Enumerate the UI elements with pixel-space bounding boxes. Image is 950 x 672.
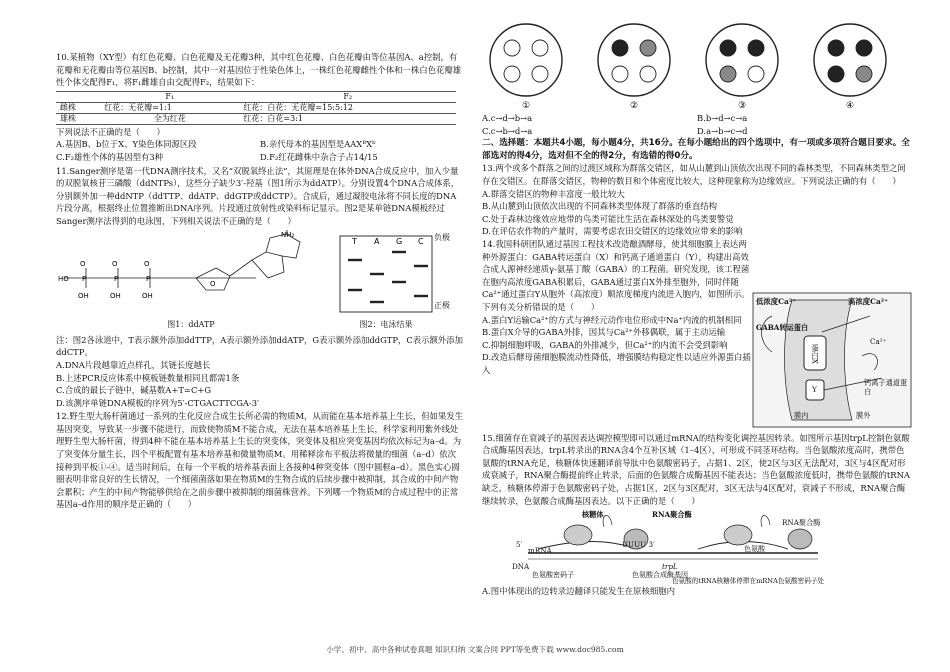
low-concentration-label: 低浓度Ca²⁺ — [756, 296, 796, 306]
uuuu-label: UUUU 3′ — [622, 540, 655, 550]
q14-option-b: B.蛋白X介导的GABA外排，因其与Ca²⁺外移偶联，属于主动运输 — [482, 327, 726, 338]
plates-diagram — [482, 16, 912, 112]
q12-options-row1 — [482, 112, 912, 125]
q10-options-row1 — [56, 138, 464, 151]
phosphate-oh-3: OH — [142, 291, 153, 300]
q10-option-a: A.基因B、b位于X、Y染色体同源区段 — [56, 139, 197, 150]
trp-synthase-gene-label: 色氨酸合成酶基因 — [632, 571, 688, 580]
phosphate-ho: HO — [58, 274, 69, 283]
colony-spot — [532, 40, 548, 56]
q13-option-d: D.在评估农作物的产量时，需要考虑农田交错区的边缘效应带来的影响 — [482, 226, 743, 237]
trp-label-2: 色氨酸 — [744, 545, 765, 554]
plate-number: ④ — [846, 101, 855, 111]
agar-plate — [814, 24, 886, 96]
ribosome-stall-label: 色氨酸的tRNA核糖体停滞在mRNA色氨酸密码子处 — [672, 577, 824, 586]
q12-stem: 12.野生型大肠杆菌通过一系列的生化反应合成生长所必需的物质M，从而能在基本培养基上生长，但如果发生基因突变，导致某一步骤不能进行，而致使物质M不能合成，无法在基本培养基上生长，科学家利用紫外线处理野生型大肠杆菌，得到4种不能在基本培养基上生长的突变体，突变体及相应突变基因均依次标记为a–d。为了突变体分量生长，四个平板配置有基本培养基和微量物质M。用稀释涂布平板法将微量的细菌（a–d）依次接种到平板①-④。适当时间后，在每一个平板的培养基表面上各接种4种突变体（图中圆框a–d）。黑色实心圆圈表明非常良好的生长情况，一个细菌菌落如果在物质M的生物合成的后续步骤中被抑制，其合成的中间产物会累积；产生的中间产物能够供给在之前步骤中被抑制的细菌株营养。下列哪一个物质M的合成过程中的正常基因a–d作用的顺序是正确的（ ） — [56, 411, 464, 510]
q10-table-female-f2: 红花：白花：无花瓣=15:5:12 — [239, 102, 456, 113]
left-column — [56, 0, 464, 511]
colony-spot — [504, 40, 520, 56]
q15-figure — [482, 509, 912, 585]
q14-block — [482, 238, 912, 432]
q14-text — [482, 238, 752, 432]
phosphate-p-3: P — [146, 274, 151, 283]
phosphate-oh-1: OH — [78, 291, 89, 300]
q11-option-d: D.该测序单链DNA模板的序列为5′-CTGACTTCGA-3′ — [56, 397, 260, 408]
protein-y-label: Y — [812, 384, 817, 394]
rna-polymerase-label: RNA聚合酶 — [652, 510, 692, 520]
figure-1-caption: 图1：ddATP — [167, 320, 215, 330]
q10-options-row2 — [56, 151, 464, 164]
five-prime-label: 5′ — [516, 540, 523, 550]
colony-spot — [640, 66, 656, 82]
trpl-label: trpL — [662, 562, 678, 572]
membrane-transport-diagram — [752, 292, 912, 428]
rna-polymerase-label-2: RNA聚合酶 — [782, 518, 821, 528]
q12-option-a: A.c→d→b→a — [482, 113, 533, 123]
figure-2-caption: 图2：电泳结果 — [359, 320, 413, 330]
q12-option-c: C.c→b→d→a — [482, 125, 533, 136]
q11-figure-2 — [326, 230, 466, 332]
colony-spot — [612, 66, 628, 82]
colony-spot — [612, 40, 628, 56]
q14-option-a: A.蛋白Y运输Ca²⁺的方式与神经元动作电位形成中Na⁺内流的机制相同 — [482, 314, 742, 325]
q11-option-a: A.DNA片段越靠近点样孔，其链长度越长 — [56, 359, 211, 370]
plate-number: ① — [522, 101, 531, 111]
high-concentration-label: 高浓度Ca²⁺ — [848, 296, 888, 306]
dna-label: DNA — [512, 562, 530, 572]
q11-stem: 11.Sanger测序是第一代DNA测序技术，又名“双脱氧终止法”，其原理是在体外DNA合成反应中，加入少量的双脱氧核苷三磷酸（ddNTPs），这些分子缺少3′-羟基（图1所示为ddATP）。分别设置4个DNA合成体系，分别额外加一种ddNTP（ddTTP、ddATP、ddGTP或ddCTP）。合成后，通过凝胶电泳将不同长度的DNA片段分离，根据终止位置推断出DNA序列。片段通过放射性或染料标记显示。图2是某单链DNA模板经过Sanger测序法得到的电泳图，下列相关说法不正确的是（ ） — [56, 165, 460, 226]
gel-lane-label: G — [396, 236, 403, 246]
q14-stem: 14.我国科研团队通过基因工程技术改造酿酒酵母，使其细胞膜上表达两种外源蛋白：GABA转运蛋白（X）和钙离子通道蛋白（Y），构建出高效合成人源神经递质γ-氨基丁酸（GABA）的工程菌。研究发现，该工程菌在胞内高浓度GABA积累后，GABA通过蛋白X外排至胞外，同时伴随Ca²⁺通过蛋白Y从胞外（高浓度）顺浓度梯度内流进入胞内，如图所示。下列有关分析错误的是（ ） — [482, 238, 750, 312]
gel-lane-label: T — [352, 236, 357, 246]
protein-x-label: 蛋白X — [810, 343, 820, 364]
mrna-label: mRNA — [528, 546, 552, 556]
phosphate-o-3: O — [144, 259, 150, 268]
calcium-channel-label: 钙离子通道蛋白 — [864, 377, 908, 396]
q10-table-f2: F₂ — [239, 91, 456, 102]
q10-table-male-f2: 红花：白花=3:1 — [239, 113, 456, 124]
q13-option-c: C.处于森林边缘效应地带的鸟类可能比生活在森林深处的鸟类要警觉 — [482, 213, 734, 224]
right-column — [482, 0, 912, 598]
ddatp-structure-diagram — [56, 230, 326, 316]
phosphate-o-1: O — [80, 259, 86, 268]
negative-pole-label: 负极 — [434, 232, 450, 242]
gel-lane-label: A — [374, 236, 380, 246]
trp-codon-label: 色氨酸密码子 — [532, 571, 574, 580]
colony-spot — [856, 40, 872, 56]
plate-number: ③ — [738, 101, 747, 111]
q14-figure — [752, 292, 912, 432]
phosphate-p-2: P — [114, 274, 119, 283]
plate-number: ② — [630, 101, 639, 111]
q12-option-b: B.b→d→c→a — [697, 113, 748, 123]
phosphate-p-1: P — [82, 274, 87, 283]
section-2-heading: 二、选择题：本题共4小题，每小题4分，共16分。在每小题给出的四个选项中，有一项或多项符合题目要求。全部选对的得4分，选对但不全的得2分，有选错的得0分。 — [482, 138, 910, 161]
colony-spot — [828, 66, 844, 82]
q12-options-row2 — [482, 125, 912, 138]
sugar-o: O — [210, 279, 216, 288]
q14-option-c: C.抑制细胞呼吸，GABA的外排减少，但Ca²⁺的内流不会受到影响 — [482, 339, 728, 350]
q13-option-a: A.群落交错区的物种丰富度一般比较大 — [482, 188, 625, 199]
q15-option-a: A.图中体现出的边转录边翻译只能发生在原核细胞内 — [482, 586, 675, 597]
colony-spot — [828, 40, 844, 56]
phosphate-o-2: O — [112, 259, 118, 268]
q10-table-male-f1: 全为红花 — [100, 113, 239, 124]
q10-table-female-f1: 红花：无花瓣=1:1 — [100, 102, 239, 113]
colony-spot — [532, 66, 548, 82]
gel-lane-label: C — [418, 236, 424, 246]
q10-option-d: D.F₂红花雌株中杂合子占14/15 — [260, 151, 378, 162]
agar-plate — [598, 24, 670, 96]
q13-stem: 13.两个或多个群落之间的过渡区域称为群落交错区，如从山麓到山顶依次出现不同的森林类型，不同森林类型之间存在交错区。在群落交错区，物种的数目和个体密度比较大，这种现象称为边缘效应。下列说法正确的有（ ） — [482, 163, 906, 186]
q10-table-f1: F₁ — [100, 91, 239, 102]
colony-spot — [720, 66, 736, 82]
q10-table-male: 雄株 — [56, 113, 100, 124]
ribosome-label: 核糖体 — [582, 510, 604, 520]
agar-plate — [706, 24, 778, 96]
q10-stem: 10.某植物（XY型）有红色花瓣、白色花瓣及无花瓣3种，其中红色花瓣、白色花瓣由等位基因A、a控制，有花瓣和无花瓣由等位基因B、b控制，其中一对基因位于性染色体上，一株红色花瓣雌性个体和一株白色花瓣雄性个体交配得F₁，将F₁雌雄自由交配得F₂，结果如下： — [56, 52, 462, 88]
membrane-inside-label: 膜内 — [794, 410, 809, 420]
phosphate-oh-2: OH — [110, 291, 121, 300]
colony-spot — [720, 40, 736, 56]
q11-figure-1 — [56, 230, 326, 332]
membrane-outside-label: 膜外 — [856, 410, 871, 420]
q10-option-c: C.F₂雄性个体的基因型有3种 — [56, 151, 164, 162]
gaba-transporter-label: GABA转运蛋白 — [756, 322, 809, 332]
q11-option-c: C.合成的最长子链中，碱基数A+T=C+G — [56, 385, 212, 396]
colony-spot — [748, 66, 764, 82]
q12-option-d: D.a→b→c→d — [697, 125, 748, 136]
plates-figure — [482, 16, 912, 112]
colony-spot — [640, 40, 656, 56]
calcium-label: Ca²⁺ — [870, 336, 887, 346]
nh2-label: NH₂ — [281, 230, 295, 239]
q11-option-b: B.上述PCR反应体系中模板链数量相同且都需1条 — [56, 372, 240, 383]
positive-pole-label: 正极 — [434, 300, 450, 310]
q10-table — [56, 91, 456, 125]
agar-plate — [490, 24, 562, 96]
colony-spot — [748, 40, 764, 56]
q11-note: 注：图2各泳道中，T表示额外添加ddTTP，A表示额外添加ddATP，G表示额外添加ddGTP，C表示额外添加ddCTP。 — [56, 334, 464, 358]
colony-spot — [504, 66, 520, 82]
q13-option-b: B.从山麓到山顶依次出现的不同森林类型体现了群落的垂直结构 — [482, 201, 717, 212]
q10-ask: 下列说法不正确的是（ ） — [56, 126, 165, 137]
q10-table-female: 雌株 — [56, 102, 100, 113]
q15-stem: 15.细菌存在衰减子的基因表达调控模型即可以通过mRNA的结构变化调控基因转录。如图所示基因trpL控制色氨酸合成酶基因表达，trpL转录出的RNA含4个互补区域（1–4区），可形成不同茎环结构。当色氨酸浓度高时，携带色氨酸的tRNA充足，核糖体快速翻译前导肽中色氨酸密码子，占据1、2区，使2区与3区无法配对，3区与4区配对形成衰减子，RNA聚合酶提前终止转录，后面的色氨酸合成酶基因不能表达；当色氨酸浓度低时，携带色氨酸的tRNA缺乏，核糖体停滞于色氨酸密码子处，占据1区，2区与3区配对，3区无法与4区配对，衰减子不形成，RNA聚合酶继续转录，色氨酸合成酶基因表达。以下正确的是（ ） — [482, 432, 910, 506]
colony-spot — [856, 66, 872, 82]
q11-figures — [56, 230, 464, 332]
page-footer: 小学、初中、高中各种试卷真题 知识归纳 文案合同 PPT等免费下载 www.doc985.com — [326, 645, 624, 654]
q14-option-d: D.改造后酵母菌细胞膜流动性降低，增强膜结构稳定性以适应外源蛋白插入 — [482, 352, 751, 375]
q10-option-b: B.亲代母本的基因型是AAXᴮXᵇ — [260, 139, 376, 150]
